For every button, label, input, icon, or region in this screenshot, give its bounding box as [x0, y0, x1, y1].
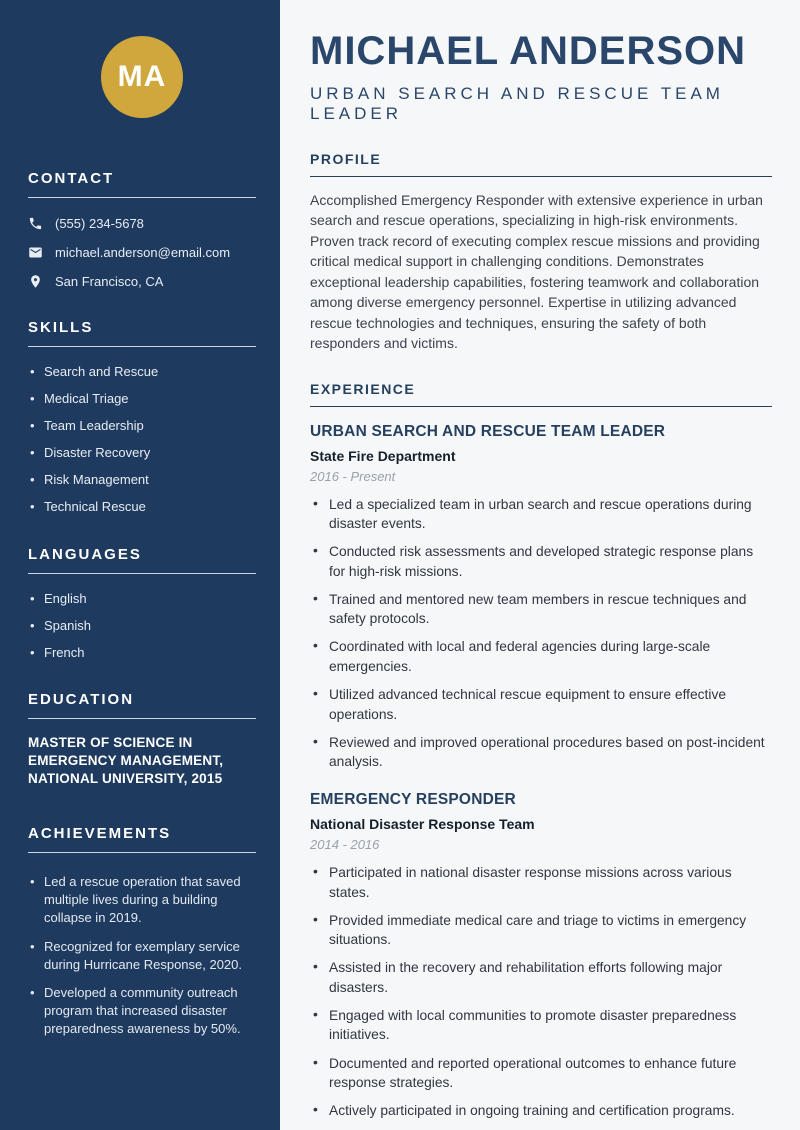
job-entry [310, 791, 772, 1121]
skill-item: • Disaster Recovery [28, 444, 256, 462]
contact-heading: CONTACT [28, 170, 256, 198]
job-bullet: • Led a specialized team in urban search and rescue operations during disaster events. [310, 495, 772, 534]
job-bullet: • Coordinated with local and federal agencies during large-scale emergencies. [310, 637, 772, 676]
avatar [101, 36, 183, 118]
education-section [28, 691, 256, 787]
education-heading: EDUCATION [28, 691, 256, 719]
job-bullets [310, 863, 772, 1121]
job-company: State Fire Department [310, 447, 456, 464]
job-bullet: • Assisted in the recovery and rehabilitation efforts following major disasters. [310, 958, 772, 997]
languages-section [28, 546, 256, 662]
job-bullet: • Utilized advanced technical rescue equipment to ensure effective operations. [310, 685, 772, 724]
skill-item: • Risk Management [28, 471, 256, 489]
profile-text: Accomplished Emergency Responder with extensive experience in urban search and rescue operations, specializing in high-risk environments. Proven track record of executing complex rescue missions and providing critical medical support in challenging conditions. Demonstrates exceptional leadership capabilities, fostering teamwork and collaboration among diverse emergency personnel. Expertise in utilizing advanced rescue technologies and techniques, ensuring the safety of both responders and victims. [310, 192, 763, 352]
achievements-section [28, 825, 256, 1039]
job-bullet: • Reviewed and improved operational procedures based on post-incident analysis. [310, 733, 772, 772]
language-item: • French [28, 644, 256, 662]
main-column [280, 0, 800, 1130]
person-name: MICHAEL ANDERSON [310, 29, 747, 73]
language-item: • English [28, 590, 256, 608]
education-degree: MASTER OF SCIENCE IN EMERGENCY MANAGEMENT, NATIONAL UNIVERSITY, 2015 [28, 735, 224, 786]
avatar-initials: MA [117, 60, 167, 93]
job-bullet: • Participated in national disaster response missions across various states. [310, 863, 772, 902]
skill-item: • Medical Triage [28, 390, 256, 408]
person-title: URBAN SEARCH AND RESCUE TEAM LEADER [310, 84, 724, 123]
phone-icon [28, 216, 43, 231]
profile-section [310, 151, 772, 354]
skill-item: • Technical Rescue [28, 498, 256, 516]
skills-heading: SKILLS [28, 319, 256, 347]
job-bullet: • Actively participated in ongoing training and certification programs. [310, 1101, 772, 1121]
job-company: National Disaster Response Team [310, 815, 535, 832]
achievements-list [28, 873, 256, 1039]
job-bullet: • Documented and reported operational outcomes to enhance future response strategies. [310, 1054, 772, 1093]
languages-list [28, 590, 256, 662]
achievements-heading: ACHIEVEMENTS [28, 825, 256, 853]
job-bullets [310, 495, 772, 772]
job-bullet: • Conducted risk assessments and developed strategic response plans for high-risk missions. [310, 542, 772, 581]
contact-row-phone [28, 216, 256, 231]
skills-section [28, 319, 256, 516]
job-bullet: • Engaged with local communities to promote disaster preparedness initiatives. [310, 1006, 772, 1045]
job-dates: 2014 - 2016 [310, 836, 380, 852]
job-dates: 2016 - Present [310, 468, 396, 484]
contact-section [28, 170, 256, 289]
job-entry [310, 423, 772, 772]
skill-item: • Search and Rescue [28, 363, 256, 381]
contact-location-text: San Francisco, CA [55, 274, 164, 289]
contact-email-text: michael.anderson@email.com [55, 245, 231, 260]
language-item: • Spanish [28, 617, 256, 635]
achievement-item: • Developed a community outreach program that increased disaster preparedness awareness by 50%. [28, 984, 256, 1039]
contact-phone-text: (555) 234-5678 [55, 216, 144, 231]
contact-row-email [28, 245, 256, 260]
skill-item: • Team Leadership [28, 417, 256, 435]
experience-heading: EXPERIENCE [310, 381, 772, 407]
achievement-item: • Recognized for exemplary service during Hurricane Response, 2020. [28, 938, 256, 974]
location-icon [28, 274, 43, 289]
skills-list [28, 363, 256, 516]
experience-section [310, 381, 772, 1121]
contact-list [28, 216, 256, 289]
achievement-item: • Led a rescue operation that saved multiple lives during a building collapse in 2019. [28, 873, 256, 928]
contact-row-location [28, 274, 256, 289]
profile-heading: PROFILE [310, 151, 772, 177]
job-title: EMERGENCY RESPONDER [310, 790, 516, 808]
job-title: URBAN SEARCH AND RESCUE TEAM LEADER [310, 422, 666, 440]
email-icon [28, 245, 43, 260]
job-bullet: • Provided immediate medical care and triage to victims in emergency situations. [310, 911, 772, 950]
sidebar [0, 0, 280, 1130]
job-bullet: • Trained and mentored new team members in rescue techniques and safety protocols. [310, 590, 772, 629]
languages-heading: LANGUAGES [28, 546, 256, 574]
